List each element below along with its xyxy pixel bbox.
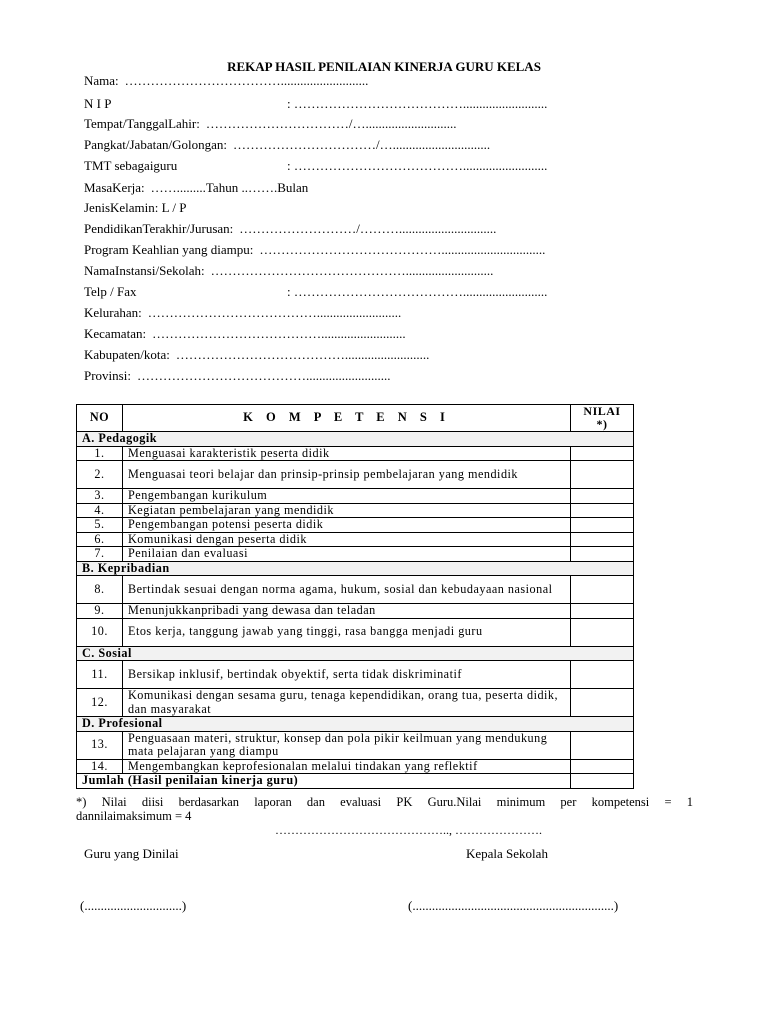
identity-field-2 [84, 116, 456, 132]
header-nilai: NILAI *) [571, 405, 634, 432]
section-row [77, 717, 634, 732]
header-no: NO [77, 405, 123, 432]
table-row [77, 689, 634, 717]
table-row [77, 731, 634, 759]
identity-field-13 [84, 347, 429, 363]
row-number: 6. [77, 532, 123, 547]
row-score-cell[interactable] [571, 689, 634, 717]
row-number: 1. [77, 446, 123, 461]
row-competency: Etos kerja, tanggung jawab yang tinggi, rasa bangga menjadi guru [123, 618, 571, 646]
table-row [77, 576, 634, 604]
row-competency: Penguasaan materi, struktur, konsep dan pola pikir keilmuan yang mendukung mata pelajaran yang diampu [123, 731, 571, 759]
identity-field-value[interactable]: : ………………………………….......................... [287, 158, 548, 173]
row-competency: Komunikasi dengan peserta didik [123, 532, 571, 547]
identity-field-9 [84, 263, 493, 279]
identity-field-10 [84, 284, 548, 300]
signature-label-teacher: Guru yang Dinilai [84, 846, 179, 861]
row-score-cell[interactable] [571, 604, 634, 619]
row-number: 7. [77, 547, 123, 562]
row-number: 11. [77, 661, 123, 689]
identity-field-value[interactable]: ………………………………….......................... [147, 305, 402, 320]
row-number: 13. [77, 731, 123, 759]
row-score-cell[interactable] [571, 489, 634, 504]
row-score-cell[interactable] [571, 576, 634, 604]
identity-field-value[interactable]: : ………………………………….......................... [287, 284, 548, 299]
identity-field-label: Pangkat/Jabatan/Golongan: [84, 137, 227, 152]
row-competency: Kegiatan pembelajaran yang mendidik [123, 503, 571, 518]
row-competency: Komunikasi dengan sesama guru, tenaga kependidikan, orang tua, peserta didik, dan masyarakat [123, 689, 571, 717]
section-row [77, 561, 634, 576]
row-number: 4. [77, 503, 123, 518]
identity-field-11 [84, 305, 401, 321]
identity-field-value[interactable]: ………………………………….......................... [175, 347, 430, 362]
row-number: 14. [77, 759, 123, 774]
identity-field-label: Program Keahlian yang diampu: [84, 242, 254, 257]
total-score-cell[interactable] [571, 774, 634, 789]
identity-field-value[interactable]: ……………………………………................................ [259, 242, 546, 257]
identity-field-label: N I P [84, 96, 112, 111]
section-label: D. Profesional [77, 717, 634, 732]
row-number: 3. [77, 489, 123, 504]
table-row [77, 618, 634, 646]
row-number: 5. [77, 518, 123, 533]
footnote-line-2: dannilaimaksimum = 4 [76, 809, 192, 823]
row-competency: Menguasai teori belajar dan prinsip-prinsip pembelajaran yang mendidik [123, 461, 571, 489]
identity-field-0 [84, 73, 368, 89]
table-row [77, 446, 634, 461]
identity-field-4 [84, 158, 548, 174]
footnote-line-1: *) Nilai diisi berdasarkan laporan dan evaluasi PK Guru.Nilai minimum per kompetensi = 1 [76, 795, 693, 809]
identity-field-label: Kecamatan: [84, 326, 147, 341]
identity-field-value[interactable]: ………………………/……….............................. [239, 221, 497, 236]
identity-field-7 [84, 221, 496, 237]
row-number: 9. [77, 604, 123, 619]
row-score-cell[interactable] [571, 661, 634, 689]
identity-field-label: Kelurahan: [84, 305, 142, 320]
identity-field-value[interactable]: ……………………………/…............................ [205, 116, 457, 131]
identity-field-label: Telp / Fax [84, 284, 137, 299]
section-label: B. Kepribadian [77, 561, 634, 576]
identity-field-label: NamaInstansi/Sekolah: [84, 263, 205, 278]
row-competency: Bertindak sesuai dengan norma agama, hukum, sosial dan kebudayaan nasional [123, 576, 571, 604]
identity-field-5 [84, 180, 308, 196]
identity-field-label: MasaKerja: [84, 180, 145, 195]
row-score-cell[interactable] [571, 759, 634, 774]
total-label: Jumlah (Hasil penilaian kinerja guru) [77, 774, 571, 789]
identity-field-label: Kabupaten/kota: [84, 347, 170, 362]
row-score-cell[interactable] [571, 532, 634, 547]
place-date-line: …………………………………….., …………………. [275, 823, 542, 837]
identity-field-value[interactable]: ………………………………….......................... [152, 326, 406, 341]
section-row [77, 432, 634, 447]
table-row [77, 489, 634, 504]
identity-field-label: Provinsi: [84, 368, 131, 383]
row-competency: Mengembangkan keprofesionalan melalui tindakan yang reflektif [123, 759, 571, 774]
signature-blank-principal[interactable]: (..............................................................) [408, 898, 619, 913]
section-label: C. Sosial [77, 646, 634, 661]
row-number: 10. [77, 618, 123, 646]
row-score-cell[interactable] [571, 547, 634, 562]
identity-field-label: JenisKelamin: L / P [84, 200, 187, 215]
row-score-cell[interactable] [571, 618, 634, 646]
document-title: REKAP HASIL PENILAIAN KINERJA GURU KELAS [227, 59, 541, 74]
identity-field-8 [84, 242, 545, 258]
section-row [77, 646, 634, 661]
identity-field-label: Nama: [84, 73, 119, 88]
table-row [77, 759, 634, 774]
identity-field-label: TMT sebagaiguru [84, 158, 178, 173]
table-row [77, 461, 634, 489]
identity-field-value[interactable]: …….........Tahun ..…….Bulan [150, 180, 309, 195]
header-kompetensi: K O M P E T E N S I [123, 405, 571, 432]
identity-field-6 [84, 200, 186, 216]
identity-field-value[interactable]: ………………………………………........................... [210, 263, 494, 278]
identity-field-12 [84, 326, 406, 342]
row-competency: Penilaian dan evaluasi [123, 547, 571, 562]
section-label: A. Pedagogik [77, 432, 634, 447]
signature-label-principal: Kepala Sekolah [466, 846, 548, 861]
table-row [77, 518, 634, 533]
identity-field-label: PendidikanTerakhir/Jurusan: [84, 221, 234, 236]
row-score-cell[interactable] [571, 446, 634, 461]
table-row [77, 547, 634, 562]
signature-blank-teacher[interactable]: (..............................) [80, 898, 187, 913]
row-score-cell[interactable] [571, 518, 634, 533]
table-row [77, 532, 634, 547]
row-competency: Bersikap inklusif, bertindak obyektif, serta tidak diskriminatif [123, 661, 571, 689]
identity-field-value[interactable]: : ………………………………….......................... [287, 96, 548, 111]
row-number: 2. [77, 461, 123, 489]
row-score-cell[interactable] [571, 503, 634, 518]
competency-table [76, 404, 634, 789]
identity-field-value[interactable]: ………………………………….......................... [136, 368, 391, 383]
identity-field-label: Tempat/TanggalLahir: [84, 116, 200, 131]
identity-field-14 [84, 368, 390, 384]
row-competency: Menunjukkanpribadi yang dewasa dan teladan [123, 604, 571, 619]
row-number: 12. [77, 689, 123, 717]
row-score-cell[interactable] [571, 461, 634, 489]
identity-field-3 [84, 137, 490, 153]
row-number: 8. [77, 576, 123, 604]
total-row [77, 774, 634, 789]
table-row [77, 503, 634, 518]
row-competency: Pengembangan kurikulum [123, 489, 571, 504]
table-row [77, 604, 634, 619]
row-competency: Menguasai karakteristik peserta didik [123, 446, 571, 461]
footnote [76, 795, 693, 823]
identity-field-value[interactable]: ………………………………........................... [124, 73, 369, 88]
identity-field-1 [84, 96, 548, 112]
row-competency: Pengembangan potensi peserta didik [123, 518, 571, 533]
row-score-cell[interactable] [571, 731, 634, 759]
table-row [77, 661, 634, 689]
identity-field-value[interactable]: ……………………………/….............................. [232, 137, 491, 152]
